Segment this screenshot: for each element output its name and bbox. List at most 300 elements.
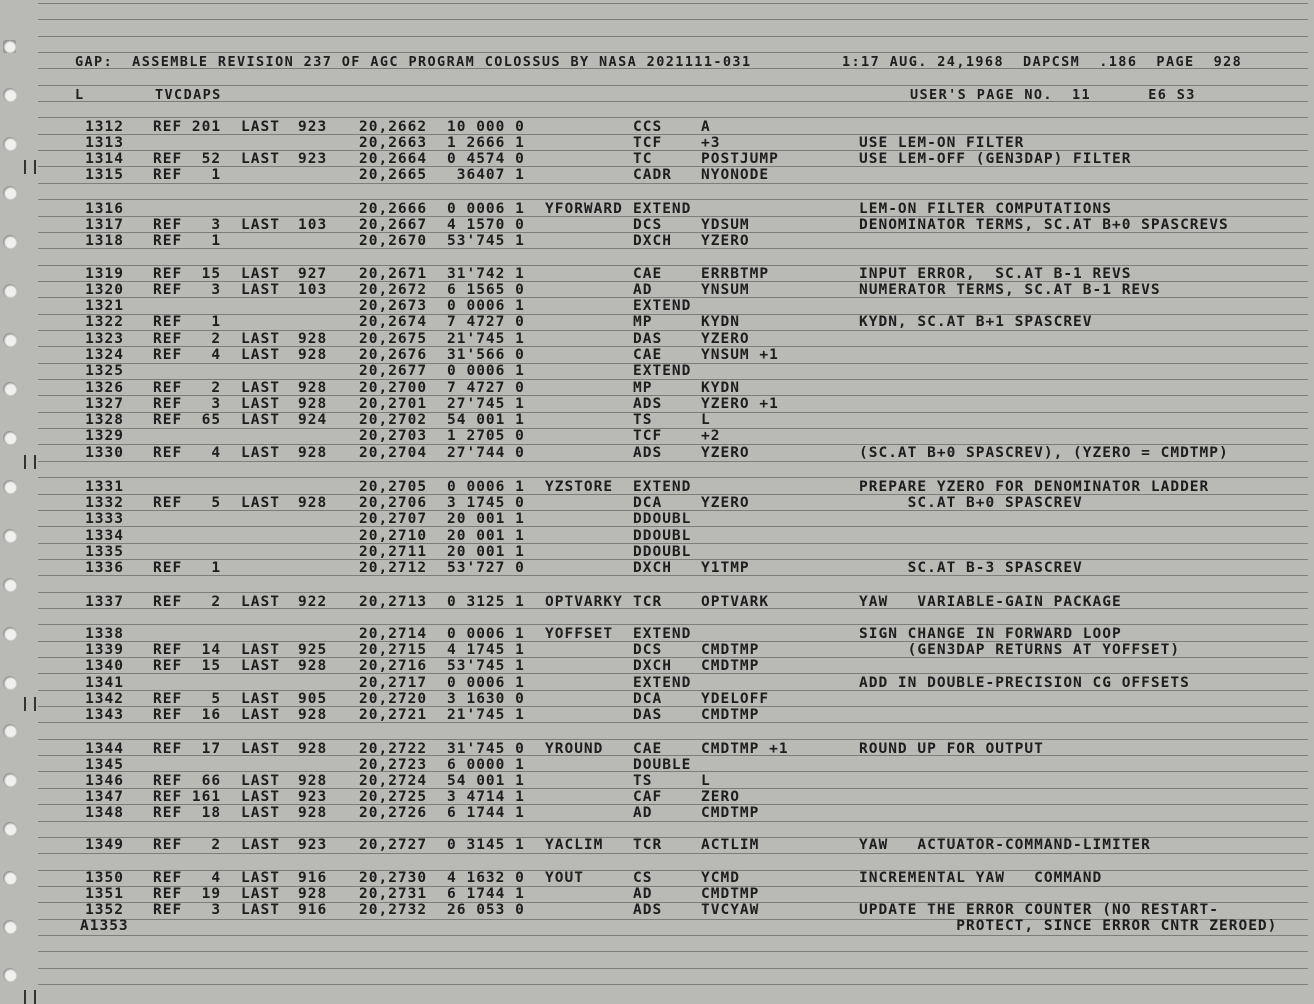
last-field: LAST bbox=[241, 445, 280, 461]
last-field: LAST bbox=[241, 707, 280, 723]
last-page: 905 bbox=[298, 691, 328, 707]
octal-code: 6 1565 0 bbox=[447, 282, 525, 298]
ruled-line bbox=[38, 85, 1308, 86]
octal-code: 4 1570 0 bbox=[447, 217, 525, 233]
operand: KYDN bbox=[701, 380, 740, 396]
address: 20,2677 bbox=[359, 363, 428, 379]
ruled-line bbox=[38, 199, 1308, 200]
opcode: CAE bbox=[633, 347, 663, 363]
address: 20,2724 bbox=[359, 773, 428, 789]
last-page: 923 bbox=[298, 789, 328, 805]
operand: ZERO bbox=[701, 789, 740, 805]
ruled-line bbox=[38, 19, 1308, 20]
ruled-line bbox=[38, 706, 1308, 707]
octal-code: 6 0000 1 bbox=[447, 757, 525, 773]
ref-field: REF 4 bbox=[153, 347, 222, 363]
address: 20,2716 bbox=[359, 658, 428, 674]
address: 20,2726 bbox=[359, 805, 428, 821]
operand: YZERO bbox=[701, 233, 750, 249]
feed-hole bbox=[3, 578, 17, 592]
ruled-line bbox=[38, 183, 1308, 184]
opcode: DCS bbox=[633, 217, 663, 233]
operand: +3 bbox=[701, 135, 721, 151]
last-page: 928 bbox=[298, 445, 328, 461]
opcode: EXTEND bbox=[633, 201, 692, 217]
address: 20,2725 bbox=[359, 789, 428, 805]
feed-hole bbox=[3, 676, 17, 690]
ruled-line bbox=[38, 36, 1308, 37]
address: 20,2674 bbox=[359, 314, 428, 330]
octal-code: 0 0006 1 bbox=[447, 675, 525, 691]
ruled-line bbox=[38, 117, 1308, 118]
feed-hole bbox=[3, 88, 17, 102]
comment: PROTECT, SINCE ERROR CNTR ZEROED) bbox=[859, 918, 1278, 934]
address: 20,2675 bbox=[359, 331, 428, 347]
last-field: LAST bbox=[241, 151, 280, 167]
feed-hole bbox=[3, 137, 17, 151]
feed-hole bbox=[3, 920, 17, 934]
operand: L bbox=[701, 412, 711, 428]
opcode: CS bbox=[633, 870, 653, 886]
opcode: TC bbox=[633, 151, 653, 167]
octal-code: 20 001 1 bbox=[447, 528, 525, 544]
label: YOFFSET bbox=[545, 626, 614, 642]
ref-field: REF 66 bbox=[153, 773, 222, 789]
opcode: ADS bbox=[633, 396, 663, 412]
opcode: EXTEND bbox=[633, 675, 692, 691]
line-number: 1338 bbox=[85, 626, 124, 642]
last-page: 928 bbox=[298, 886, 328, 902]
opcode: DCS bbox=[633, 642, 663, 658]
octal-code: 20 001 1 bbox=[447, 511, 525, 527]
address: 20,2664 bbox=[359, 151, 428, 167]
octal-code: 0 0006 1 bbox=[447, 298, 525, 314]
address: 20,2670 bbox=[359, 233, 428, 249]
ruled-line bbox=[38, 412, 1308, 413]
line-number: 1346 bbox=[85, 773, 124, 789]
operand: YCMD bbox=[701, 870, 740, 886]
header-log-letter: L bbox=[75, 87, 85, 103]
address: 20,2721 bbox=[359, 707, 428, 723]
opcode: DCA bbox=[633, 495, 663, 511]
feed-hole bbox=[3, 480, 17, 494]
ruled-line bbox=[38, 935, 1308, 936]
ref-field: REF 52 bbox=[153, 151, 222, 167]
operand: YDELOFF bbox=[701, 691, 770, 707]
address: 20,2673 bbox=[359, 298, 428, 314]
octal-code: 0 0006 1 bbox=[447, 626, 525, 642]
feed-hole bbox=[3, 382, 17, 396]
line-number: 1347 bbox=[85, 789, 124, 805]
opcode: DXCH bbox=[633, 658, 672, 674]
line-number: 1345 bbox=[85, 757, 124, 773]
label: YOUT bbox=[545, 870, 584, 886]
ref-field: REF 2 bbox=[153, 380, 222, 396]
address: 20,2663 bbox=[359, 135, 428, 151]
last-field: LAST bbox=[241, 870, 280, 886]
ruled-line bbox=[38, 477, 1308, 478]
last-page: 928 bbox=[298, 347, 328, 363]
opcode: TCF bbox=[633, 135, 663, 151]
comment: KYDN, SC.AT B+1 SPASCREV bbox=[859, 314, 1093, 330]
ruled-line bbox=[38, 673, 1308, 674]
address: 20,2666 bbox=[359, 201, 428, 217]
address: 20,2706 bbox=[359, 495, 428, 511]
ruled-line bbox=[38, 248, 1308, 249]
address: 20,2711 bbox=[359, 544, 428, 560]
ruled-line bbox=[38, 461, 1308, 462]
line-number: 1342 bbox=[85, 691, 124, 707]
address: 20,2703 bbox=[359, 428, 428, 444]
ref-field: REF 5 bbox=[153, 495, 222, 511]
opcode: MP bbox=[633, 380, 653, 396]
ref-field: REF 2 bbox=[153, 594, 222, 610]
last-page: 916 bbox=[298, 870, 328, 886]
ref-field: REF 1 bbox=[153, 314, 222, 330]
ruled-line bbox=[38, 968, 1308, 969]
comment: NUMERATOR TERMS, SC.AT B-1 REVS bbox=[859, 282, 1161, 298]
address: 20,2671 bbox=[359, 266, 428, 282]
last-field: LAST bbox=[241, 886, 280, 902]
feed-hole bbox=[3, 431, 17, 445]
octal-code: 0 0006 1 bbox=[447, 363, 525, 379]
address: 20,2731 bbox=[359, 886, 428, 902]
line-number: 1350 bbox=[85, 870, 124, 886]
last-field: LAST bbox=[241, 119, 280, 135]
line-number: 1322 bbox=[85, 314, 124, 330]
address: 20,2665 bbox=[359, 167, 428, 183]
operand: YNSUM +1 bbox=[701, 347, 779, 363]
comment: SC.AT B-3 SPASCREV bbox=[859, 560, 1083, 576]
ref-field: REF 14 bbox=[153, 642, 222, 658]
feed-hole bbox=[3, 627, 17, 641]
line-number: 1331 bbox=[85, 479, 124, 495]
address: 20,2700 bbox=[359, 380, 428, 396]
ref-field: REF 1 bbox=[153, 560, 222, 576]
line-number: 1312 bbox=[85, 119, 124, 135]
operand: YZERO bbox=[701, 445, 750, 461]
ruled-line bbox=[38, 624, 1308, 625]
octal-code: 36407 1 bbox=[447, 167, 525, 183]
ruled-line bbox=[38, 804, 1308, 805]
ref-field: REF 4 bbox=[153, 445, 222, 461]
octal-code: 21'745 1 bbox=[447, 707, 525, 723]
ref-field: REF 161 bbox=[153, 789, 222, 805]
octal-code: 21'745 1 bbox=[447, 331, 525, 347]
ruled-line bbox=[38, 379, 1308, 380]
last-page: 928 bbox=[298, 805, 328, 821]
line-number: 1316 bbox=[85, 201, 124, 217]
feed-hole bbox=[3, 284, 17, 298]
last-page: 928 bbox=[298, 495, 328, 511]
last-page: 103 bbox=[298, 217, 328, 233]
octal-code: 4 1632 0 bbox=[447, 870, 525, 886]
opcode: CAE bbox=[633, 741, 663, 757]
ruled-line bbox=[38, 592, 1308, 593]
opcode: EXTEND bbox=[633, 626, 692, 642]
comment: SIGN CHANGE IN FORWARD LOOP bbox=[859, 626, 1122, 642]
ruled-line bbox=[38, 755, 1308, 756]
octal-code: 26 053 0 bbox=[447, 902, 525, 918]
feed-hole bbox=[3, 529, 17, 543]
address: 20,2712 bbox=[359, 560, 428, 576]
opcode: AD bbox=[633, 805, 653, 821]
comment: DENOMINATOR TERMS, SC.AT B+0 SPASCREVS bbox=[859, 217, 1229, 233]
ruled-line bbox=[38, 395, 1308, 396]
line-number: 1336 bbox=[85, 560, 124, 576]
last-field: LAST bbox=[241, 902, 280, 918]
operand: CMDTMP bbox=[701, 658, 760, 674]
line-number: 1332 bbox=[85, 495, 124, 511]
header-title: GAP: ASSEMBLE REVISION 237 OF AGC PROGRAM COLOSSUS BY NASA 2021111-031 bbox=[75, 54, 752, 70]
line-number: 1343 bbox=[85, 707, 124, 723]
operand: YZERO bbox=[701, 331, 750, 347]
line-number: 1330 bbox=[85, 445, 124, 461]
opcode: DDOUBL bbox=[633, 511, 692, 527]
opcode: DCA bbox=[633, 691, 663, 707]
ref-field: REF 19 bbox=[153, 886, 222, 902]
line-number: 1313 bbox=[85, 135, 124, 151]
label: YFORWARD bbox=[545, 201, 623, 217]
address: 20,2714 bbox=[359, 626, 428, 642]
address: 20,2717 bbox=[359, 675, 428, 691]
octal-code: 0 4574 0 bbox=[447, 151, 525, 167]
last-field: LAST bbox=[241, 691, 280, 707]
opcode: DAS bbox=[633, 331, 663, 347]
last-field: LAST bbox=[241, 347, 280, 363]
opcode: CAF bbox=[633, 789, 663, 805]
label: YACLIM bbox=[545, 837, 604, 853]
comment: ROUND UP FOR OUTPUT bbox=[859, 741, 1044, 757]
ref-field: REF 16 bbox=[153, 707, 222, 723]
feed-hole bbox=[3, 871, 17, 885]
last-page: 925 bbox=[298, 642, 328, 658]
feed-hole bbox=[3, 186, 17, 200]
line-number: 1351 bbox=[85, 886, 124, 902]
opcode: DXCH bbox=[633, 560, 672, 576]
address: 20,2715 bbox=[359, 642, 428, 658]
octal-code: 0 0006 1 bbox=[447, 479, 525, 495]
opcode: AD bbox=[633, 282, 653, 298]
ref-field: REF 2 bbox=[153, 837, 222, 853]
last-field: LAST bbox=[241, 789, 280, 805]
header-date-page: 1:17 AUG. 24,1968 DAPCSM .186 PAGE 928 bbox=[842, 54, 1243, 70]
last-page: 928 bbox=[298, 707, 328, 723]
ruled-line bbox=[38, 330, 1308, 331]
opcode: AD bbox=[633, 886, 653, 902]
last-field: LAST bbox=[241, 495, 280, 511]
line-number: 1352 bbox=[85, 902, 124, 918]
address: 20,2707 bbox=[359, 511, 428, 527]
last-field: LAST bbox=[241, 282, 280, 298]
ruled-line bbox=[38, 428, 1308, 429]
octal-code: 31'566 0 bbox=[447, 347, 525, 363]
address: 20,2722 bbox=[359, 741, 428, 757]
line-number: 1328 bbox=[85, 412, 124, 428]
line-number: 1323 bbox=[85, 331, 124, 347]
line-number: 1335 bbox=[85, 544, 124, 560]
line-number: 1337 bbox=[85, 594, 124, 610]
address: 20,2705 bbox=[359, 479, 428, 495]
feed-hole bbox=[3, 968, 17, 982]
address: 20,2701 bbox=[359, 396, 428, 412]
ruled-line bbox=[38, 788, 1308, 789]
feed-hole bbox=[3, 40, 16, 53]
octal-code: 31'742 1 bbox=[447, 266, 525, 282]
ruled-line bbox=[38, 575, 1308, 576]
operand: +2 bbox=[701, 428, 721, 444]
opcode: DDOUBL bbox=[633, 528, 692, 544]
line-number: 1349 bbox=[85, 837, 124, 853]
octal-code: 7 4727 0 bbox=[447, 314, 525, 330]
last-field: LAST bbox=[241, 805, 280, 821]
ref-field: REF 4 bbox=[153, 870, 222, 886]
ruled-line bbox=[38, 3, 1308, 4]
octal-code: 3 1745 0 bbox=[447, 495, 525, 511]
line-number: 1333 bbox=[85, 511, 124, 527]
comment: INCREMENTAL YAW COMMAND bbox=[859, 870, 1103, 886]
last-field: LAST bbox=[241, 217, 280, 233]
margin-mark bbox=[24, 697, 36, 711]
last-field: LAST bbox=[241, 266, 280, 282]
opcode: DDOUBL bbox=[633, 544, 692, 560]
ruled-line bbox=[38, 821, 1308, 822]
line-number: 1344 bbox=[85, 741, 124, 757]
last-field: LAST bbox=[241, 741, 280, 757]
ruled-line bbox=[38, 314, 1308, 315]
address: 20,2672 bbox=[359, 282, 428, 298]
feed-hole bbox=[3, 235, 17, 249]
ruled-line bbox=[38, 52, 1308, 53]
octal-code: 0 0006 1 bbox=[447, 201, 525, 217]
ref-field: REF 15 bbox=[153, 266, 222, 282]
last-field: LAST bbox=[241, 773, 280, 789]
address: 20,2710 bbox=[359, 528, 428, 544]
margin-mark bbox=[24, 455, 36, 469]
ruled-line bbox=[38, 722, 1308, 723]
comment: LEM-ON FILTER COMPUTATIONS bbox=[859, 201, 1112, 217]
opcode: ADS bbox=[633, 445, 663, 461]
comment: (SC.AT B+0 SPASCREV), (YZERO = CMDTMP) bbox=[859, 445, 1229, 461]
ruled-line bbox=[38, 134, 1308, 135]
opcode: EXTEND bbox=[633, 479, 692, 495]
operand: TVCYAW bbox=[701, 902, 760, 918]
last-page: 928 bbox=[298, 741, 328, 757]
opcode: EXTEND bbox=[633, 363, 692, 379]
operand: ERRBTMP bbox=[701, 266, 770, 282]
address: 20,2713 bbox=[359, 594, 428, 610]
operand: OPTVARK bbox=[701, 594, 770, 610]
comment: USE LEM-OFF (GEN3DAP) FILTER bbox=[859, 151, 1132, 167]
margin-mark bbox=[24, 990, 36, 1004]
opcode: TS bbox=[633, 773, 653, 789]
octal-code: 53'727 0 bbox=[447, 560, 525, 576]
comment: YAW ACTUATOR-COMMAND-LIMITER bbox=[859, 837, 1151, 853]
octal-code: 54 001 1 bbox=[447, 412, 525, 428]
ref-field: REF 3 bbox=[153, 902, 222, 918]
comment: (GEN3DAP RETURNS AT YOFFSET) bbox=[859, 642, 1181, 658]
opcode: TCF bbox=[633, 428, 663, 444]
ref-field: REF 201 bbox=[153, 119, 222, 135]
address: 20,2730 bbox=[359, 870, 428, 886]
address: 20,2723 bbox=[359, 757, 428, 773]
ruled-line bbox=[38, 346, 1308, 347]
ref-field: REF 2 bbox=[153, 331, 222, 347]
opcode: CCS bbox=[633, 119, 663, 135]
line-number: 1348 bbox=[85, 805, 124, 821]
address: 20,2704 bbox=[359, 445, 428, 461]
feed-hole bbox=[3, 333, 17, 347]
operand: YDSUM bbox=[701, 217, 750, 233]
address: 20,2732 bbox=[359, 902, 428, 918]
octal-code: 4 1745 1 bbox=[447, 642, 525, 658]
feed-hole bbox=[3, 822, 17, 836]
opcode: EXTEND bbox=[633, 298, 692, 314]
last-page: 928 bbox=[298, 380, 328, 396]
opcode: DOUBLE bbox=[633, 757, 692, 773]
label: YROUND bbox=[545, 741, 604, 757]
ruled-line bbox=[38, 951, 1308, 952]
header-log-section: TVCDAPS bbox=[155, 87, 222, 103]
comment: SC.AT B+0 SPASCREV bbox=[859, 495, 1083, 511]
operand: YNSUM bbox=[701, 282, 750, 298]
line-number: 1340 bbox=[85, 658, 124, 674]
last-page: 927 bbox=[298, 266, 328, 282]
line-number: 1334 bbox=[85, 528, 124, 544]
ruled-line bbox=[38, 739, 1308, 740]
opcode: CAE bbox=[633, 266, 663, 282]
line-number: 1339 bbox=[85, 642, 124, 658]
ruled-line bbox=[38, 984, 1308, 985]
ruled-line bbox=[38, 853, 1308, 854]
octal-code: 20 001 1 bbox=[447, 544, 525, 560]
comment: ADD IN DOUBLE-PRECISION CG OFFSETS bbox=[859, 675, 1190, 691]
line-number: 1326 bbox=[85, 380, 124, 396]
feed-hole bbox=[3, 724, 17, 738]
operand: CMDTMP +1 bbox=[701, 741, 789, 757]
line-number: 1325 bbox=[85, 363, 124, 379]
operand: CMDTMP bbox=[701, 805, 760, 821]
line-number: 1341 bbox=[85, 675, 124, 691]
address: 20,2676 bbox=[359, 347, 428, 363]
comment: UPDATE THE ERROR COUNTER (NO RESTART- bbox=[859, 902, 1220, 918]
ruled-line bbox=[38, 886, 1308, 887]
operand: YZERO bbox=[701, 495, 750, 511]
octal-code: 3 4714 1 bbox=[447, 789, 525, 805]
opcode: MP bbox=[633, 314, 653, 330]
last-page: 928 bbox=[298, 331, 328, 347]
line-number: 1324 bbox=[85, 347, 124, 363]
last-page: 923 bbox=[298, 837, 328, 853]
line-number: 1319 bbox=[85, 266, 124, 282]
operand: CMDTMP bbox=[701, 886, 760, 902]
line-number: 1321 bbox=[85, 298, 124, 314]
address: 20,2662 bbox=[359, 119, 428, 135]
address: 20,2720 bbox=[359, 691, 428, 707]
ref-field: REF 1 bbox=[153, 233, 222, 249]
octal-code: 27'745 1 bbox=[447, 396, 525, 412]
label: YZSTORE bbox=[545, 479, 614, 495]
last-page: 103 bbox=[298, 282, 328, 298]
operand: ACTLIM bbox=[701, 837, 760, 853]
last-field: LAST bbox=[241, 331, 280, 347]
ref-field: REF 3 bbox=[153, 217, 222, 233]
opcode: TCR bbox=[633, 837, 663, 853]
octal-code: 1 2705 0 bbox=[447, 428, 525, 444]
address: 20,2667 bbox=[359, 217, 428, 233]
line-number: 1318 bbox=[85, 233, 124, 249]
octal-code: 0 3125 1 bbox=[447, 594, 525, 610]
